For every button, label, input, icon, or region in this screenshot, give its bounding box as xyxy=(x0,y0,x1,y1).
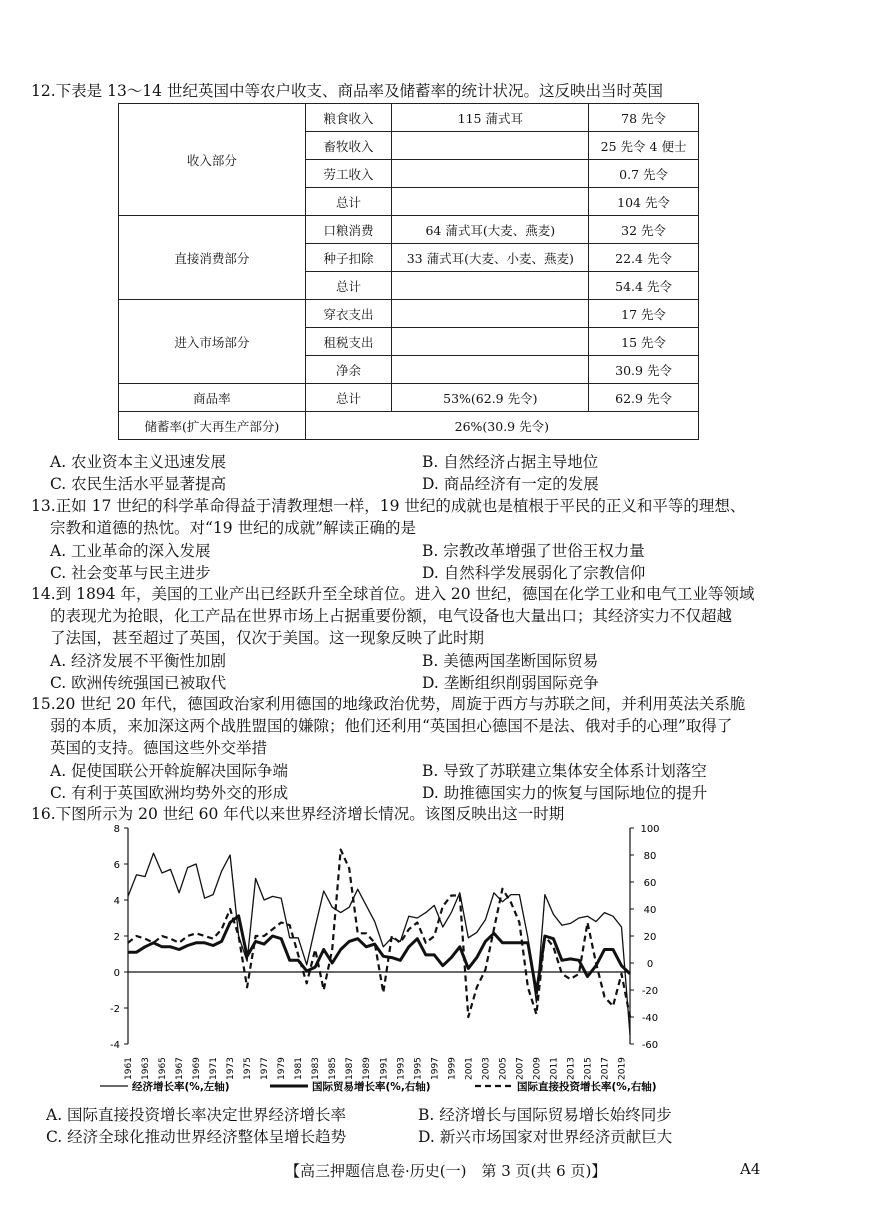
table-cell: 33 蒲式耳(大麦、小麦、燕麦) xyxy=(392,244,589,272)
table-cell: 口粮消费 xyxy=(305,216,392,244)
table-cell: 15 先令 xyxy=(589,328,699,356)
table-cell: 粮食收入 xyxy=(305,104,392,132)
q13-option-b: B. 宗教改革增强了世俗王权力量 xyxy=(422,542,645,560)
x-tick-label: 2019 xyxy=(617,1057,628,1080)
x-tick-label: 1983 xyxy=(311,1057,322,1080)
x-tick-label: 1981 xyxy=(294,1057,305,1080)
table-cell xyxy=(392,300,589,328)
q12-option-a: A. 农业资本主义迅速发展 xyxy=(50,453,227,471)
q15-stem-line3: 英国的支持。德国这些外交举措 xyxy=(50,739,268,757)
q14-option-a: A. 经济发展不平衡性加剧 xyxy=(50,652,227,670)
x-tick-label: 2011 xyxy=(549,1057,560,1080)
q13-option-d: D. 自然科学发展弱化了宗教信仰 xyxy=(422,564,646,582)
table-cell: 78 先令 xyxy=(589,104,699,132)
x-tick-label: 1969 xyxy=(192,1057,203,1080)
q16-stem: 16.下图所示为 20 世纪 60 年代以来世界经济增长情况。该图反映出这一时期 xyxy=(31,805,565,823)
x-tick-label: 1975 xyxy=(243,1057,254,1080)
table-cell: 净余 xyxy=(305,356,392,384)
right-tick-label: -40 xyxy=(641,1013,659,1024)
legend-label: 经济增长率(%,左轴) xyxy=(132,1081,230,1093)
table-cell: 总计 xyxy=(305,188,392,216)
right-tick-label: 60 xyxy=(643,878,657,889)
x-tick-label: 1965 xyxy=(158,1057,169,1080)
savings-label: 储蓄率(扩大再生产部分) xyxy=(119,412,306,440)
q13-option-c: C. 社会变革与民主进步 xyxy=(50,564,211,582)
x-tick-label: 1967 xyxy=(175,1057,186,1080)
left-tick-label: -4 xyxy=(110,1040,120,1051)
table-cell: 畜牧收入 xyxy=(305,132,392,160)
x-tick-label: 1997 xyxy=(430,1057,441,1080)
table-cell: 租税支出 xyxy=(305,328,392,356)
page-footer: 【高三押题信息卷·历史(一) 第 3 页(共 6 页)】 xyxy=(285,1162,607,1180)
q12-stem: 12.下表是 13～14 世纪英国中等农户收支、商品率及储蓄率的统计状况。这反映出当时英国 xyxy=(31,82,663,100)
table-cell: 104 先令 xyxy=(589,188,699,216)
table-cell: 25 先令 4 便士 xyxy=(589,132,699,160)
table-cell: 26%(30.9 先令) xyxy=(305,412,698,440)
q14-option-d: D. 垄断组织削弱国际竞争 xyxy=(422,674,599,692)
x-tick-label: 1989 xyxy=(362,1057,373,1080)
x-tick-label: 2007 xyxy=(515,1057,526,1080)
table-cell: 劳工收入 xyxy=(305,160,392,188)
q14-stem-line1: 14.到 1894 年，美国的工业产出已经跃升至全球首位。进入 20 世纪，德国在化学工业和电气工业等领域 xyxy=(31,585,755,603)
market-label: 进入市场部分 xyxy=(119,300,306,384)
left-tick-label: 0 xyxy=(113,968,120,979)
q16-option-a: A. 国际直接投资增长率决定世界经济增长率 xyxy=(46,1106,347,1124)
x-tick-label: 2017 xyxy=(600,1057,611,1080)
page-code: A4 xyxy=(740,1160,761,1178)
right-tick-label: 0 xyxy=(646,959,654,970)
q14-option-c: C. 欧洲传统强国已被取代 xyxy=(50,674,227,692)
q14-stem-line2: 的表现尤为抢眼，化工产品在世界市场上占据重要份额，电气设备也大量出口；其经济实力不仅超越 xyxy=(50,607,733,625)
table-cell xyxy=(392,328,589,356)
q15-option-a: A. 促使国联公开斡旋解决国际争端 xyxy=(50,762,289,780)
right-tick-label: 80 xyxy=(643,851,657,862)
table-cell: 64 蒲式耳(大麦、燕麦) xyxy=(392,216,589,244)
table-cell: 总计 xyxy=(305,272,392,300)
table-cell xyxy=(392,160,589,188)
legend-label: 国际贸易增长率(%,右轴) xyxy=(312,1081,431,1093)
table-cell: 54.4 先令 xyxy=(589,272,699,300)
q15-option-d: D. 助推德国实力的恢复与国际地位的提升 xyxy=(422,784,708,802)
right-tick-label: -60 xyxy=(641,1040,659,1051)
x-tick-label: 2013 xyxy=(566,1057,577,1080)
table-cell xyxy=(392,272,589,300)
left-tick-label: 8 xyxy=(113,824,120,835)
x-tick-label: 1995 xyxy=(413,1057,424,1080)
q14-stem-line3: 了法国，甚至超过了英国，仅次于美国。这一现象反映了此时期 xyxy=(50,629,485,647)
x-tick-label: 1993 xyxy=(396,1057,407,1080)
table-cell: 种子扣除 xyxy=(305,244,392,272)
x-tick-label: 1985 xyxy=(328,1057,339,1080)
table-cell xyxy=(392,132,589,160)
world-economy-growth-chart xyxy=(100,822,680,1107)
right-tick-label: 40 xyxy=(643,905,657,916)
q13-stem-line1: 13.正如 17 世纪的科学革命得益于清教理想一样，19 世纪的成就也是植根于平民的正义和平等的理想、 xyxy=(31,497,746,515)
x-tick-label: 1991 xyxy=(379,1057,390,1080)
x-tick-label: 1977 xyxy=(260,1057,271,1080)
table-cell: 穿衣支出 xyxy=(305,300,392,328)
table-cell xyxy=(392,356,589,384)
right-tick-label: 100 xyxy=(640,824,660,835)
left-tick-label: 4 xyxy=(113,896,120,907)
q16-option-c: C. 经济全球化推动世界经济整体呈增长趋势 xyxy=(46,1128,347,1146)
x-tick-label: 2015 xyxy=(583,1057,594,1080)
consume-label: 直接消费部分 xyxy=(119,216,306,300)
left-tick-label: -2 xyxy=(110,1004,120,1015)
table-cell: 115 蒲式耳 xyxy=(392,104,589,132)
right-tick-label: -20 xyxy=(641,986,659,997)
left-tick-label: 6 xyxy=(113,860,120,871)
q12-option-b: B. 自然经济占据主导地位 xyxy=(422,453,599,471)
x-tick-label: 2005 xyxy=(498,1057,509,1080)
x-tick-label: 1987 xyxy=(345,1057,356,1080)
table-cell: 总计 xyxy=(305,384,392,412)
q16-option-d: D. 新兴市场国家对世界经济贡献巨大 xyxy=(418,1128,673,1146)
x-tick-label: 1973 xyxy=(226,1057,237,1080)
x-tick-label: 1963 xyxy=(141,1057,152,1080)
left-tick-label: 2 xyxy=(113,932,120,943)
q13-option-a: A. 工业革命的深入发展 xyxy=(50,542,211,560)
x-tick-label: 1979 xyxy=(277,1057,288,1080)
x-tick-label: 2003 xyxy=(481,1057,492,1080)
x-tick-label: 1999 xyxy=(447,1057,458,1080)
table-cell: 53%(62.9 先令) xyxy=(392,384,589,412)
table-cell: 62.9 先令 xyxy=(589,384,699,412)
x-tick-label: 1971 xyxy=(209,1057,220,1080)
x-tick-label: 2001 xyxy=(464,1057,475,1080)
q16-option-b: B. 经济增长与国际贸易增长始终同步 xyxy=(418,1106,672,1124)
table-cell: 22.4 先令 xyxy=(589,244,699,272)
table-cell: 32 先令 xyxy=(589,216,699,244)
q13-stem-line2: 宗教和道德的热忱。对“19 世纪的成就”解读正确的是 xyxy=(50,519,416,537)
right-tick-label: 20 xyxy=(643,932,657,943)
table-cell: 0.7 先令 xyxy=(589,160,699,188)
q12-option-d: D. 商品经济有一定的发展 xyxy=(422,475,599,493)
legend-label: 国际直接投资增长率(%,右轴) xyxy=(517,1081,657,1093)
x-tick-label: 1961 xyxy=(124,1057,134,1080)
q15-stem-line1: 15.20 世纪 20 年代，德国政治家利用德国的地缘政治优势，周旋于西方与苏联之间，并利用英法关系脆 xyxy=(31,695,746,713)
series-line-thick xyxy=(128,916,630,993)
table-cell xyxy=(392,188,589,216)
income-label: 收入部分 xyxy=(119,104,306,216)
commodity-label: 商品率 xyxy=(119,384,306,412)
x-tick-label: 2009 xyxy=(532,1057,543,1080)
q15-stem-line2: 弱的本质，来加深这两个战胜盟国的嫌隙；他们还利用“英国担心德国不是法、俄对手的心理”取得了 xyxy=(50,717,733,735)
q14-option-b: B. 美德两国垄断国际贸易 xyxy=(422,652,599,670)
q15-option-c: C. 有利于英国欧洲均势外交的形成 xyxy=(50,784,289,802)
q12-table xyxy=(118,103,699,440)
q12-option-c: C. 农民生活水平显著提高 xyxy=(50,475,227,493)
table-cell: 30.9 先令 xyxy=(589,356,699,384)
table-cell: 17 先令 xyxy=(589,300,699,328)
q15-option-b: B. 导致了苏联建立集体安全体系计划落空 xyxy=(422,762,707,780)
